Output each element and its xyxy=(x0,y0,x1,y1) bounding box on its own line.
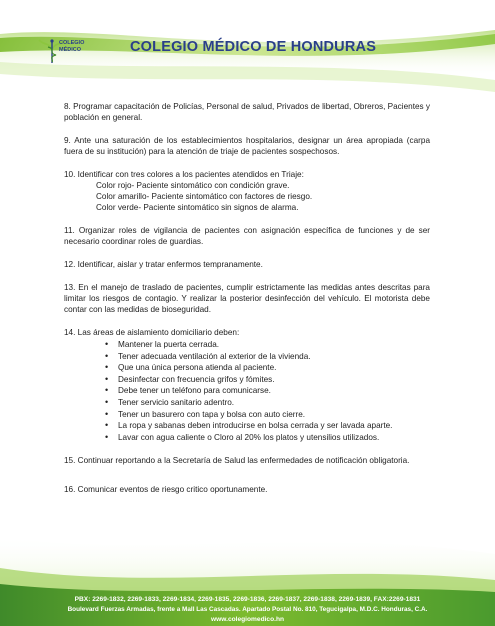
footer-phones: PBX: 2269-1832, 2269-1833, 2269-1834, 2269-1835, 2269-1836, 2269-1837, 2269-1838, 2269-1839, FAX:2269-1831 xyxy=(74,596,421,603)
item-14 xyxy=(64,327,430,443)
logo-line-2: MÉDICO xyxy=(59,47,81,53)
item-11: 11. Organizar roles de vigilancia de pacientes con asignación específica de funciones y de ser necesario coordinar roles de guardias. xyxy=(64,226,430,246)
logo-wordmark xyxy=(59,40,84,54)
triage-color-red: Color rojo- Paciente sintomático con condición grave. xyxy=(96,181,290,190)
list-item: • Tener un basurero con tapa y bolsa con auto cierre. xyxy=(118,409,430,421)
list-item: • Que una única persona atienda al paciente. xyxy=(118,362,430,374)
triage-color-yellow: Color amarillo- Paciente sintomático con factores de riesgo. xyxy=(96,192,313,201)
list-item: • Tener adecuada ventilación al exterior de la vivienda. xyxy=(118,351,430,363)
list-item: • Lavar con agua caliente o Cloro al 20% los platos y utensilios utilizados. xyxy=(118,432,430,444)
isolation-list xyxy=(64,339,430,443)
item-15: 15. Continuar reportando a la Secretaría de Salud las enfermedades de notificación obligatoria. xyxy=(64,456,410,466)
triage-color-green: Color verde- Paciente sintomático sin signos de alarma. xyxy=(96,203,299,212)
item-16: 16. Comunicar eventos de riesgo critico oportunamente. xyxy=(64,485,268,495)
logo-line-1: COLEGIO xyxy=(59,40,85,46)
item-14-text: 14. Las áreas de aislamiento domiciliario deben: xyxy=(64,328,240,337)
college-logo xyxy=(37,36,117,64)
item-10-text: 10. Identificar con tres colores a los pacientes atendidos en Triaje: xyxy=(64,170,304,179)
list-item: • Debe tener un teléfono para comunicarse. xyxy=(118,385,430,397)
item-13: 13. En el manejo de traslado de pacientes, cumplir estrictamente las medidas antes descritas para limitar los riesgos de contagio. Y realizar la posterior desinfección del vehículo. El motorista debe contar con las medidas de bioseguridad. xyxy=(64,283,430,314)
footer-address: Boulevard Fuerzas Armadas, frente a Mall Las Cascadas. Apartado Postal No. 810, Tegucigalpa, M.D.C. Honduras, C.A. xyxy=(67,606,428,613)
item-12: 12. Identificar, aislar y tratar enfermos tempranamente. xyxy=(64,260,263,269)
list-item: • La ropa y sabanas deben introducirse en bolsa cerrada y ser lavada aparte. xyxy=(118,420,430,432)
list-item: • Tener servicio sanitario adentro. xyxy=(118,397,430,409)
item-8: 8. Programar capacitación de Policías, Personal de salud, Privados de libertad, Obreros, Pacientes y población en general. xyxy=(64,102,430,122)
footer-website[interactable]: www.colegiomedico.hn xyxy=(210,616,285,623)
document-body xyxy=(64,101,430,507)
item-10 xyxy=(64,169,430,213)
list-item: • Desinfectar con frecuencia grifos y fómites. xyxy=(118,374,430,386)
item-9: 9. Ante una saturación de los establecimientos hospitalarios, designar un área apropiada (carpa fuera de su institución) para la atención de triaje de pacientes sospechosos. xyxy=(64,136,430,156)
list-item: • Mantener la puerta cerrada. xyxy=(118,339,430,351)
header-title: COLEGIO MÉDICO DE HONDURAS xyxy=(130,39,377,55)
